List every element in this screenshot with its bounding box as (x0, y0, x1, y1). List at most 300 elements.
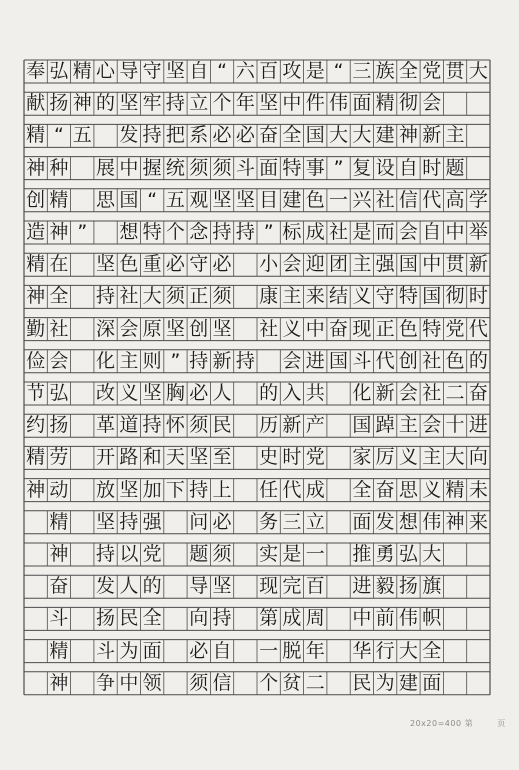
char-cell: 须 (189, 414, 209, 437)
char-cell: 时 (468, 285, 488, 308)
char-cell: 必 (165, 253, 185, 276)
char-cell: 主 (422, 446, 442, 469)
char-cell: ” (333, 156, 344, 179)
char-cell: 学 (468, 188, 488, 211)
char-cell: 问 (189, 510, 209, 533)
char-cell (71, 576, 93, 598)
char-cell: 思 (398, 478, 418, 501)
char-cell: 来 (305, 285, 325, 308)
page-suffix-label: 页 (497, 719, 506, 728)
char-cell: 主 (398, 414, 418, 437)
char-cell: 新 (468, 253, 488, 276)
char-cell: 百 (305, 575, 325, 598)
char-cell: 进 (305, 349, 325, 372)
char-cell (71, 286, 93, 308)
char-cell: 任 (259, 478, 279, 501)
char-cell: 必 (235, 124, 255, 147)
char-cell: 来 (468, 510, 488, 533)
char-cell: 立 (305, 510, 325, 533)
char-cell: 和 (142, 446, 162, 469)
char-cell: 中 (119, 156, 139, 179)
char-cell: 创 (189, 317, 209, 340)
char-cell: 弘 (49, 60, 69, 82)
char-cell: 大 (422, 543, 442, 565)
char-cell: 造 (26, 221, 46, 243)
char-cell (95, 222, 117, 244)
char-cell: 主 (352, 253, 372, 276)
char-cell: 创 (26, 188, 46, 211)
char-cell: 而 (375, 221, 395, 243)
char-cell: 特 (142, 221, 162, 243)
char-cell (234, 383, 256, 405)
char-cell: 正 (189, 285, 209, 308)
char-cell: 化 (352, 382, 372, 404)
char-cell: 团 (329, 253, 349, 276)
char-cell: 面 (259, 156, 279, 179)
char-cell: 党 (142, 543, 162, 565)
char-cell: 会 (282, 253, 302, 276)
char-cell: 至 (212, 446, 232, 469)
char-cell: 新 (282, 414, 302, 437)
char-cell: 须 (165, 285, 185, 308)
char-cell: 上 (212, 478, 232, 501)
char-cell: 实 (259, 543, 279, 565)
char-cell: 道 (119, 414, 139, 437)
char-cell: 勤 (26, 317, 46, 340)
char-cell (164, 576, 186, 598)
char-cell (71, 447, 93, 469)
char-cell: 扬 (398, 575, 418, 598)
char-cell (234, 447, 256, 469)
char-cell: ” (170, 349, 181, 372)
char-cell: 持 (235, 349, 255, 372)
char-cell: 伟 (329, 92, 349, 115)
char-cell: 精 (26, 253, 46, 276)
char-cell: 精 (375, 92, 395, 115)
char-cell: 民 (212, 414, 232, 437)
char-cell: 代 (468, 317, 488, 340)
char-cell: 必 (189, 639, 209, 662)
char-cell: 会 (398, 382, 418, 404)
char-cell (164, 544, 186, 566)
char-cell: 会 (119, 317, 139, 340)
char-cell: 标 (282, 221, 302, 243)
char-cell: 心 (96, 60, 116, 82)
char-cell (25, 640, 47, 662)
char-cell (328, 447, 350, 469)
char-cell: 思 (96, 188, 116, 211)
char-cell (71, 350, 93, 372)
char-cell: 奋 (375, 478, 395, 501)
char-cell: 大 (329, 124, 349, 147)
char-cell: 是 (305, 60, 325, 82)
char-cell: 想 (119, 221, 139, 243)
char-cell: 创 (398, 349, 418, 372)
char-cell: 献 (26, 92, 46, 115)
char-cell: 改 (96, 382, 116, 404)
char-cell: 下 (165, 478, 185, 501)
char-cell (71, 318, 93, 340)
char-cell (71, 608, 93, 630)
char-cell: 大 (398, 639, 418, 662)
char-cell: 牢 (142, 92, 162, 115)
char-cell: 社 (329, 221, 349, 243)
char-cell: 国 (398, 253, 418, 276)
char-cell: 必 (212, 253, 232, 276)
char-cell: 全 (142, 607, 162, 630)
char-cell: 领 (142, 671, 162, 694)
char-cell (234, 608, 256, 630)
char-cell: 神 (398, 124, 418, 147)
char-cell: 约 (26, 414, 46, 437)
char-cell: 观 (189, 188, 209, 211)
char-cell (328, 544, 350, 566)
char-cell: 坚 (119, 478, 139, 501)
char-cell (328, 640, 350, 662)
char-cell (234, 640, 256, 662)
char-cell: 必 (212, 510, 232, 533)
char-cell: 个 (165, 221, 185, 243)
char-cell: 种 (49, 156, 69, 179)
char-cell: 新 (375, 382, 395, 404)
char-cell: 自 (189, 60, 209, 82)
char-cell: 深 (96, 317, 116, 340)
char-cell: 节 (26, 382, 46, 404)
char-cell: 必 (189, 382, 209, 404)
char-cell: 精 (49, 639, 69, 662)
char-cell: 面 (142, 639, 162, 662)
char-cell: 全 (352, 478, 372, 501)
char-cell: 推 (352, 543, 372, 565)
char-cell: 全 (398, 60, 418, 82)
char-cell: 华 (352, 639, 372, 662)
char-cell: “ (217, 60, 227, 82)
char-cell: 放 (96, 478, 116, 501)
char-cell: 展 (96, 156, 116, 179)
char-cell: 发 (96, 575, 116, 598)
char-cell: 件 (305, 92, 325, 115)
char-cell: 弘 (49, 382, 69, 404)
char-cell: 怀 (165, 414, 185, 437)
char-cell: 精 (26, 124, 46, 147)
char-cell: 奋 (259, 124, 279, 147)
char-cell: 的 (142, 575, 162, 598)
char-cell (258, 350, 280, 372)
char-cell: 斗 (235, 156, 255, 179)
char-cell: 社 (259, 317, 279, 340)
char-cell: 人 (212, 382, 232, 404)
char-cell: 色 (119, 253, 139, 276)
char-cell: 胸 (165, 382, 185, 404)
char-cell: 族 (375, 60, 395, 82)
char-cell (328, 511, 350, 533)
char-cell: 是 (282, 543, 302, 565)
char-cell: 代 (422, 188, 442, 211)
char-cell: 面 (422, 671, 442, 694)
char-cell: 题 (189, 543, 209, 565)
char-cell: 坚 (212, 317, 232, 340)
char-cell: 主 (445, 124, 465, 147)
char-cell: 导 (189, 575, 209, 598)
char-cell: 十 (445, 414, 465, 437)
char-cell: 为 (119, 639, 139, 662)
char-cell: 须 (189, 156, 209, 179)
char-cell: 坚 (212, 188, 232, 211)
char-cell: 踔 (375, 414, 395, 437)
char-cell: 五 (165, 188, 185, 211)
char-cell (71, 640, 93, 662)
char-cell: 持 (142, 124, 162, 147)
char-cell: 目 (259, 188, 279, 211)
char-cell: 时 (282, 446, 302, 469)
char-cell: 新 (212, 349, 232, 372)
char-cell: 中 (352, 607, 372, 630)
char-cell (234, 511, 256, 533)
char-cell: 神 (72, 92, 92, 115)
char-cell: 厉 (375, 446, 395, 469)
char-cell: 神 (49, 221, 69, 243)
char-cell: 发 (375, 510, 395, 533)
char-cell: 特 (422, 317, 442, 340)
char-cell: 成 (305, 221, 325, 243)
char-cell: 坚 (165, 60, 185, 82)
char-cell: 建 (282, 188, 302, 211)
char-cell: 民 (352, 671, 372, 694)
char-cell: “ (333, 60, 344, 82)
char-cell: 帜 (422, 607, 442, 630)
char-cell: 社 (422, 382, 442, 404)
char-cell (328, 479, 350, 501)
char-cell: 守 (142, 60, 162, 82)
char-cell: 彻 (445, 285, 465, 308)
char-cell (71, 544, 93, 566)
char-cell: 民 (119, 607, 139, 630)
char-cell: 导 (119, 60, 139, 82)
char-cell: 二 (445, 382, 465, 404)
char-cell: 毅 (375, 575, 395, 598)
char-cell (25, 511, 47, 533)
char-cell: 神 (26, 285, 46, 308)
char-cell: 特 (282, 156, 302, 179)
char-cell: 产 (305, 414, 325, 437)
char-cell: 会 (422, 414, 442, 437)
char-cell: 特 (398, 285, 418, 308)
char-cell: “ (147, 188, 158, 211)
char-cell: 前 (375, 607, 395, 630)
char-cell: 建 (398, 671, 418, 694)
char-cell: 须 (189, 671, 209, 694)
char-cell: 党 (305, 446, 325, 469)
char-cell (328, 672, 350, 694)
char-cell: 持 (212, 221, 232, 243)
char-cell: 坚 (96, 510, 116, 533)
char-cell: 建 (375, 124, 395, 147)
char-cell: 把 (165, 124, 185, 147)
char-cell: 信 (398, 188, 418, 211)
char-cell: 高 (445, 188, 465, 211)
char-cell: 在 (49, 253, 69, 276)
char-cell (164, 672, 186, 694)
char-cell: 念 (189, 221, 209, 243)
char-cell: 神 (445, 510, 465, 533)
char-cell: 国 (422, 285, 442, 308)
char-cell: 坚 (96, 253, 116, 276)
char-cell: 坚 (259, 92, 279, 115)
char-cell (234, 576, 256, 598)
char-cell: 社 (49, 317, 69, 340)
char-cell: 则 (142, 349, 162, 372)
char-cell (234, 415, 256, 437)
char-cell: 持 (189, 349, 209, 372)
char-cell: 代 (375, 349, 395, 372)
char-cell: 成 (282, 607, 302, 630)
char-cell: 守 (189, 253, 209, 276)
char-cell (328, 608, 350, 630)
char-cell: 党 (445, 317, 465, 340)
char-cell: 坚 (165, 317, 185, 340)
char-cell: 主 (119, 349, 139, 372)
char-cell: 一 (305, 543, 325, 565)
char-cell: 持 (96, 543, 116, 565)
char-cell: 神 (49, 543, 69, 565)
char-cell: 强 (142, 510, 162, 533)
char-cell: 进 (468, 414, 488, 437)
char-cell: 现 (259, 575, 279, 598)
char-cell: 坚 (119, 92, 139, 115)
char-cell: 完 (282, 575, 302, 598)
char-cell: 旗 (422, 575, 442, 598)
char-cell: 全 (422, 639, 442, 662)
char-cell: 会 (49, 349, 69, 372)
char-cell: 神 (49, 671, 69, 694)
char-cell: 原 (142, 317, 162, 340)
char-cell: 义 (422, 478, 442, 501)
char-cell: 的 (96, 92, 116, 115)
char-cell (234, 479, 256, 501)
char-cell (25, 576, 47, 598)
char-cell: 伟 (398, 607, 418, 630)
char-cell: 持 (142, 414, 162, 437)
char-cell: 俭 (26, 349, 46, 372)
char-cell (328, 576, 350, 598)
char-cell: 会 (282, 349, 302, 372)
char-cell (164, 608, 186, 630)
char-cell: 扬 (49, 414, 69, 437)
char-cell: 持 (235, 221, 255, 243)
char-cell: 全 (49, 285, 69, 308)
char-cell: 国 (329, 349, 349, 372)
char-cell: 精 (445, 478, 465, 501)
char-cell: 斗 (96, 639, 116, 662)
char-cell: ” (263, 221, 274, 243)
char-cell: 路 (119, 446, 139, 469)
char-cell: 迎 (305, 253, 325, 276)
char-cell (164, 511, 186, 533)
char-cell: 举 (468, 221, 488, 243)
char-cell: 自 (422, 221, 442, 243)
char-cell: 是 (352, 221, 372, 243)
char-cell: 须 (212, 285, 232, 308)
char-cell: 国 (119, 188, 139, 211)
char-cell: 结 (329, 285, 349, 308)
char-cell (164, 640, 186, 662)
char-cell: 向 (189, 607, 209, 630)
char-cell: 义 (119, 382, 139, 404)
char-cell: 社 (422, 349, 442, 372)
char-cell: 中 (119, 671, 139, 694)
char-cell: 以 (119, 543, 139, 565)
char-cell: “ (54, 124, 64, 147)
char-cell (25, 544, 47, 566)
char-cell: 化 (96, 349, 116, 372)
char-cell: 为 (375, 671, 395, 694)
char-cell: 人 (119, 575, 139, 598)
page-footer (410, 718, 506, 729)
char-cell (234, 672, 256, 694)
char-cell: 行 (375, 639, 395, 662)
char-cell: 主 (282, 285, 302, 308)
char-cell (234, 544, 256, 566)
char-cell: 色 (445, 349, 465, 372)
char-cell: 贯 (445, 253, 465, 276)
char-cell: 中 (445, 221, 465, 243)
char-cell: 坚 (189, 446, 209, 469)
char-cell: 坚 (142, 382, 162, 404)
char-cell (71, 383, 93, 405)
char-cell: 康 (259, 285, 279, 308)
char-cell: 彻 (398, 92, 418, 115)
char-cell: 色 (305, 188, 325, 211)
char-cell: 革 (96, 414, 116, 437)
char-cell: 系 (189, 124, 209, 147)
char-cell: 贫 (282, 671, 302, 694)
char-cell: 奉 (26, 60, 46, 82)
char-cell: 坚 (212, 575, 232, 598)
char-cell: 统 (165, 156, 185, 179)
char-cell: 历 (259, 414, 279, 437)
char-cell: 兴 (352, 188, 372, 211)
char-cell: 立 (189, 92, 209, 115)
char-cell: 中 (305, 317, 325, 340)
char-cell: 坚 (235, 188, 255, 211)
char-cell: 斗 (49, 607, 69, 630)
char-cell: 贯 (445, 60, 465, 82)
char-cell: 面 (352, 510, 372, 533)
char-cell: 一 (259, 639, 279, 662)
char-cell: 义 (352, 285, 372, 308)
char-cell: 个 (212, 92, 232, 115)
char-cell: 必 (212, 124, 232, 147)
char-cell: 题 (445, 156, 465, 179)
char-cell: 面 (352, 92, 372, 115)
char-cell: 自 (398, 156, 418, 179)
char-cell: 年 (235, 92, 255, 115)
char-cell: 入 (282, 382, 302, 404)
char-cell: 勇 (375, 543, 395, 565)
char-cell (25, 672, 47, 694)
char-cell: 义 (282, 317, 302, 340)
char-cell: 持 (189, 478, 209, 501)
char-cell: 持 (96, 285, 116, 308)
char-cell: 天 (165, 446, 185, 469)
char-cell: 大 (352, 124, 372, 147)
char-cell: 强 (375, 253, 395, 276)
char-cell: 时 (422, 156, 442, 179)
char-cell (71, 479, 93, 501)
char-cell: 大 (445, 446, 465, 469)
char-cell: 百 (259, 60, 279, 82)
char-cell: 信 (212, 671, 232, 694)
